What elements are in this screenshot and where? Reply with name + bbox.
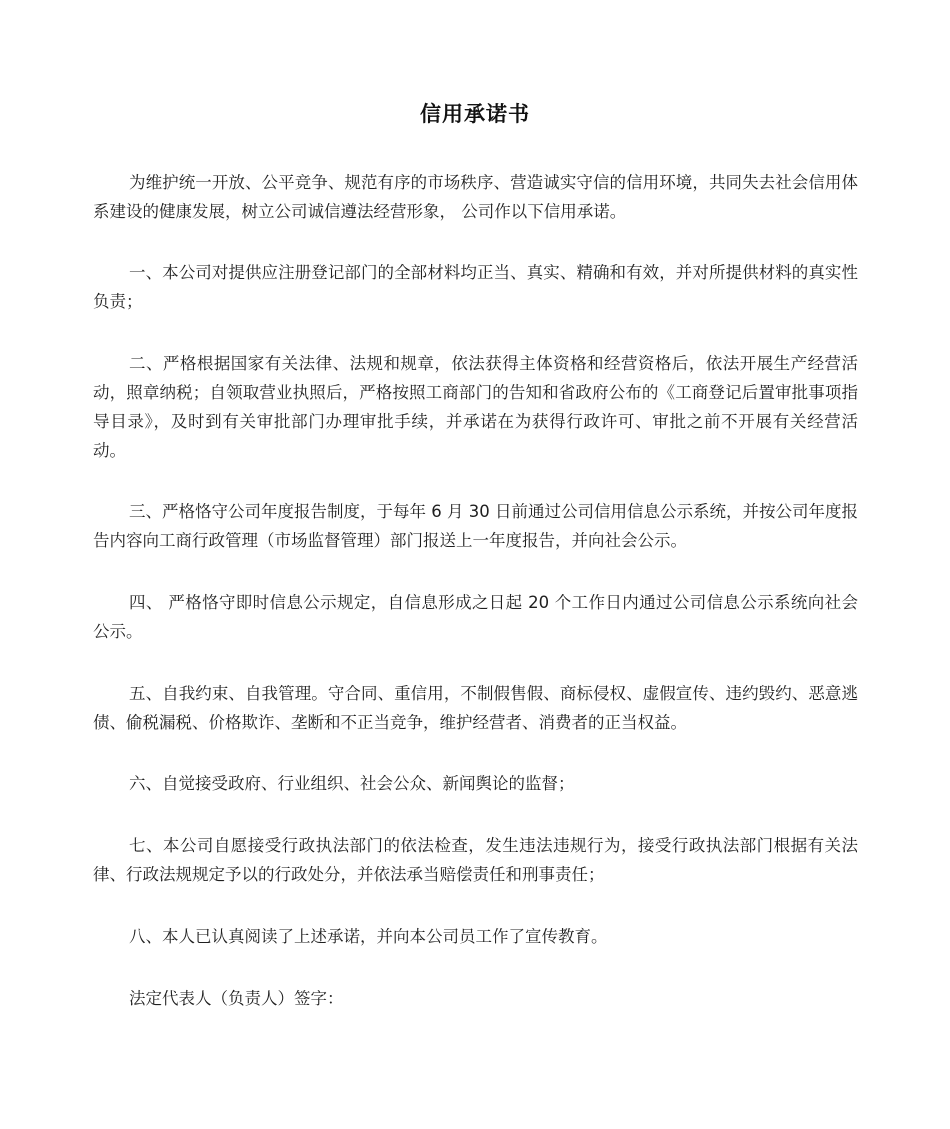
commitment-item-3: 三、严格恪守公司年度报告制度，于每年 6 月 30 日前通过公司信用信息公示系统，并按公司年度报告内容向工商行政管理（市场监督管理）部门报送上一年度报告，并向社会公示。 <box>93 502 858 550</box>
commitment-item-7: 七、本公司自愿接受行政执法部门的依法检查，发生违法违规行为，接受行政执法部门根据有关法律、行政法规规定予以的行政处分，并依法承当赔偿责任和刑事责任； <box>93 836 858 884</box>
commitment-item-4: 四、 严格恪守即时信息公示规定，自信息形成之日起 20 个工作日内通过公司信息公示系统向社会公示。 <box>93 593 858 641</box>
intro-paragraph: 为维护统一开放、公平竞争、规范有序的市场秩序、营造诚实守信的信用环境，共同失去社会信用体系建设的健康发展，树立公司诚信遵法经营形象， 公司作以下信用承诺。 <box>93 173 858 221</box>
commitment-item-2: 二、严格根据国家有关法律、法规和规章，依法获得主体资格和经营资格后，依法开展生产经营活动，照章纳税；自领取营业执照后，严格按照工商部门的告知和省政府公布的《工商登记后置审批事项指导目录》，及时到有关审批部门办理审批手续，并承诺在为获得行政许可、审批之前不开展有关经营活动。 <box>93 354 858 460</box>
commitment-item-1: 一、本公司对提供应注册登记部门的全部材料均正当、真实、精确和有效，并对所提供材料的真实性负责； <box>93 263 858 311</box>
commitment-item-5: 五、自我约束、自我管理。守合同、重信用，不制假售假、商标侵权、虚假宣传、违约毁约、恶意逃债、偷税漏税、价格欺诈、垄断和不正当竞争，维护经营者、消费者的正当权益。 <box>93 684 858 732</box>
commitment-item-8: 八、本人已认真阅读了上述承诺，并向本公司员工作了宣传教育。 <box>129 927 608 946</box>
signature-label: 法定代表人（负责人）签字： <box>129 989 344 1008</box>
document-title: 信用承诺书 <box>420 102 530 126</box>
commitment-item-6: 六、自觉接受政府、行业组织、社会公众、新闻舆论的监督； <box>129 774 575 793</box>
